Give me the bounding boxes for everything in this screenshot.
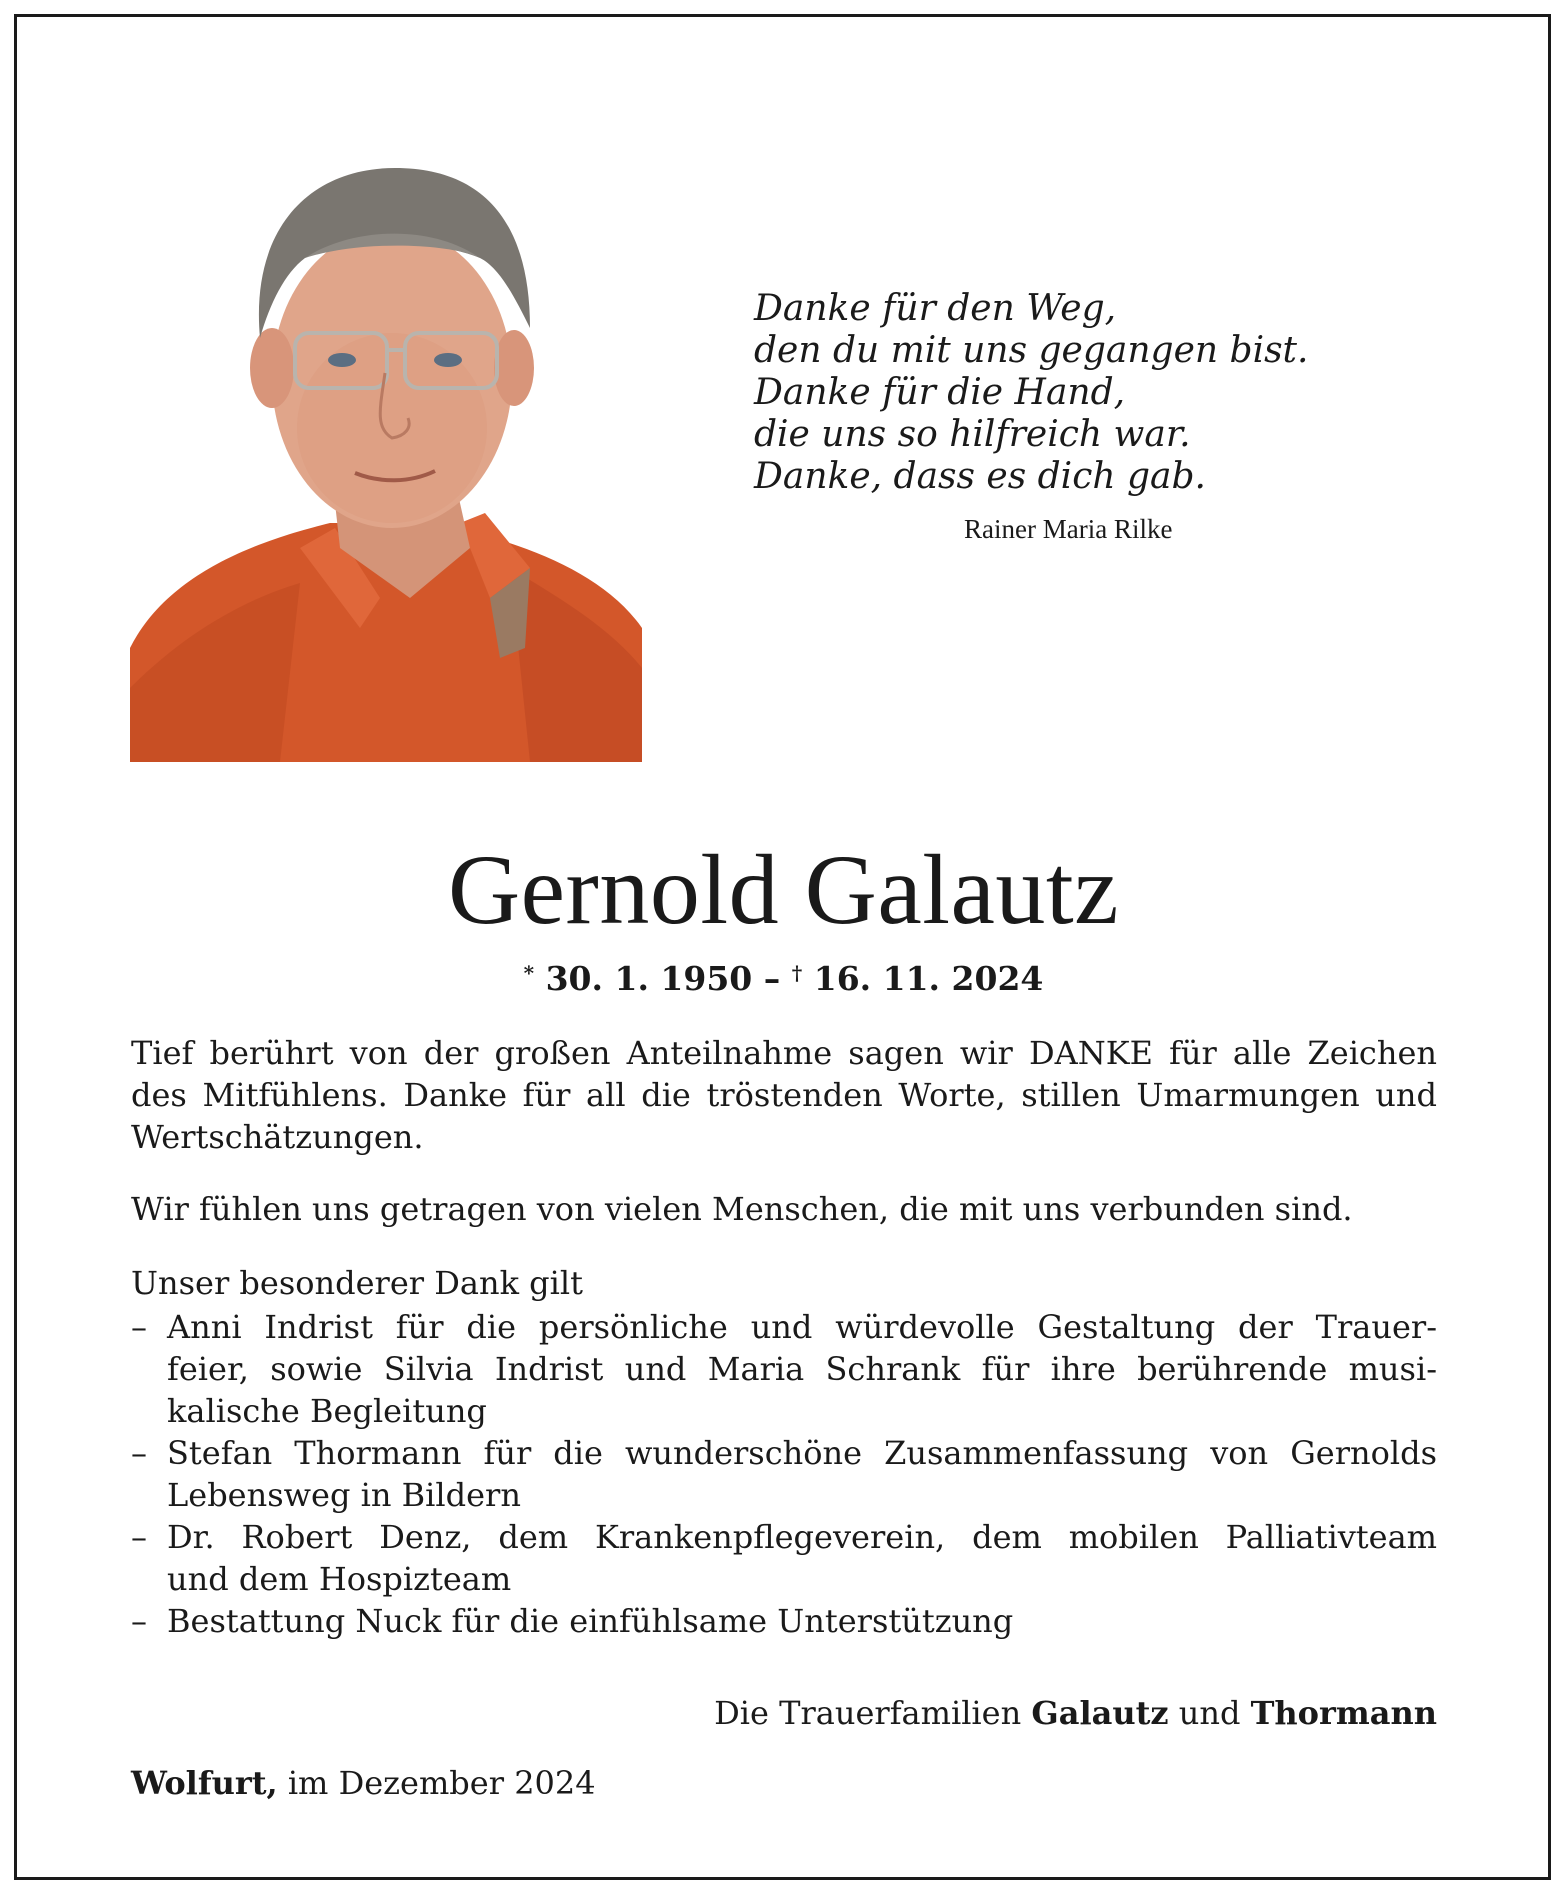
family-signature [714,1692,1437,1734]
list-item [131,1600,1437,1642]
poem-author: Rainer Maria Rilke [964,514,1173,544]
support-paragraph: Wir fühlen uns getragen von vielen Menschen, die mit uns verbunden sind. [131,1190,1353,1228]
town: Wolfurt, [131,1764,278,1802]
list-item [131,1516,1437,1600]
signature-prefix: Die Trauerfamilien [714,1694,1022,1732]
poem-line: Danke für den Weg, [754,288,1117,329]
special-thanks-intro: Unser besonderer Dank gilt [131,1264,583,1302]
life-dates [0,952,1567,1000]
list-dash: – [131,1518,147,1556]
list-line: feier, sowie Silvia Indrist und Maria Schrank für ihre berührende musi- [167,1350,1437,1388]
place-date [131,1762,596,1804]
list-dash: – [131,1602,147,1640]
death-symbol: † [791,961,803,985]
family-name-1: Galautz [1031,1694,1169,1732]
deceased-name: Gernold Galautz [447,834,1120,945]
poem-line: den du mit uns gegangen bist. [754,330,1309,371]
family-name-2: Thormann [1250,1694,1437,1732]
list-item [131,1306,1437,1432]
list-line: Anni Indrist für die persönliche und würdevolle Gestaltung der Trauer- [167,1308,1437,1346]
thanks-paragraph [131,1032,1437,1158]
list-dash: – [131,1308,147,1346]
portrait-photo [130,128,642,762]
signature-conjunction: und [1178,1694,1241,1732]
paragraph-line: Wertschätzungen. [131,1118,424,1156]
paragraph-line: Tief berührt von der großen Anteilnahme sagen wir DANKE für alle Zeichen [131,1034,1437,1072]
list-line: Lebensweg in Bildern [167,1476,521,1514]
list-item [131,1432,1437,1516]
list-line: Bestattung Nuck für die einfühlsame Unterstützung [167,1602,1014,1640]
date-separator: – [763,959,781,998]
portrait-illustration [130,128,642,762]
thanks-list [131,1306,1437,1642]
birth-symbol: * [523,961,535,985]
poem-line: die uns so hilfreich war. [754,414,1191,455]
paragraph-line: des Mitfühlens. Danke für all die tröstenden Worte, stillen Umarmungen und [131,1076,1437,1114]
poem-line: Danke, dass es dich gab. [754,456,1206,497]
poem [754,288,1309,498]
list-line: kalische Begleitung [167,1392,487,1430]
list-line: Dr. Robert Denz, dem Krankenpflegeverein, dem mobilen Palliativteam [167,1518,1437,1556]
death-date: 16. 11. 2024 [813,959,1044,998]
birth-date: 30. 1. 1950 [545,959,753,998]
list-line: und dem Hospizteam [167,1560,512,1598]
month-year: im Dezember 2024 [287,1764,596,1802]
poem-line: Danke für die Hand, [754,372,1126,413]
list-dash: – [131,1434,147,1472]
list-line: Stefan Thormann für die wunderschöne Zusammenfassung von Gernolds [167,1434,1437,1472]
